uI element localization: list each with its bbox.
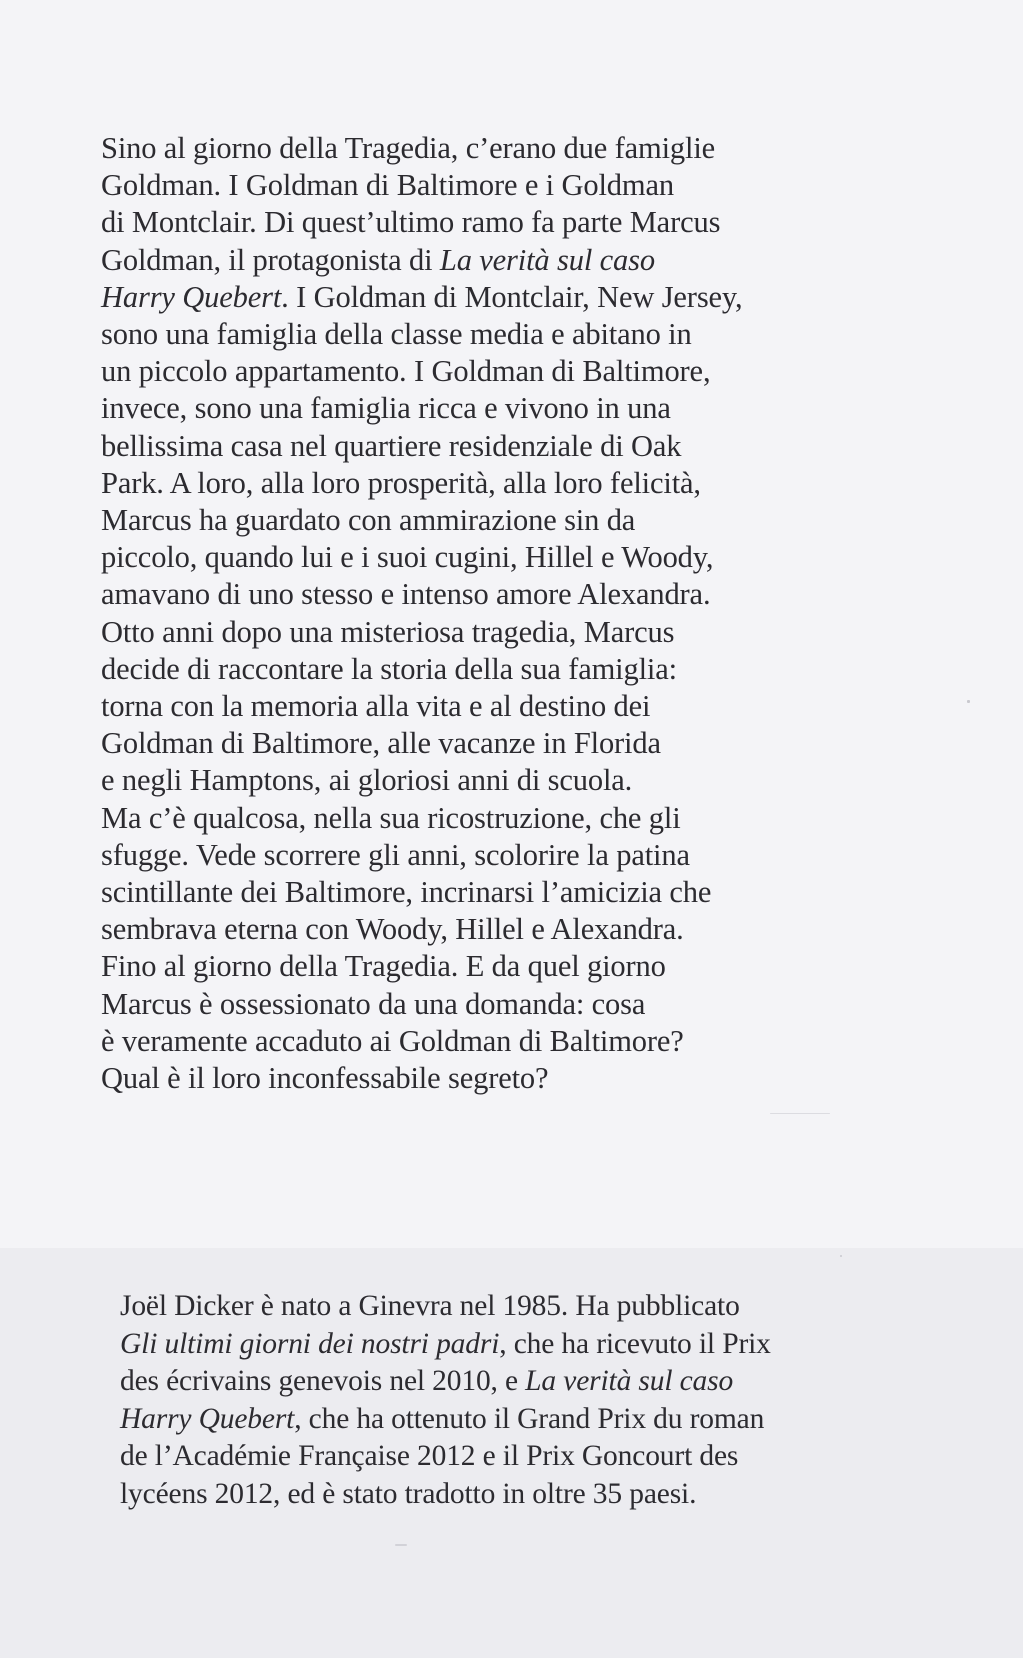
synopsis-line: sono una famiglia della classe media e abitano in [101, 317, 692, 352]
synopsis-line: Marcus ha guardato con ammirazione sin da [101, 503, 636, 538]
author-bio-line: de l’Académie Française 2012 e il Prix Goncourt des [120, 1440, 739, 1472]
synopsis-line: torna con la memoria alla vita e al destino dei [101, 689, 651, 724]
paper-speck [395, 1544, 407, 1546]
synopsis-line: un piccolo appartamento. I Goldman di Baltimore, [101, 354, 711, 389]
synopsis-line: e negli Hamptons, ai gloriosi anni di scuola. [101, 763, 633, 798]
synopsis-line: piccolo, quando lui e i suoi cugini, Hillel e Woody, [101, 540, 714, 575]
synopsis-line: è veramente accaduto ai Goldman di Baltimore? [101, 1023, 684, 1058]
synopsis-line: decide di raccontare la storia della sua famiglia: [101, 651, 677, 686]
synopsis-line: scintillante dei Baltimore, incrinarsi l’amicizia che [101, 875, 712, 910]
synopsis-line: Marcus è ossessionato da una domanda: cosa [101, 986, 646, 1021]
author-bio-line-part: des écrivains genevois nel 2010, e [120, 1365, 526, 1397]
synopsis-line [101, 242, 821, 279]
author-bio-line [120, 1326, 920, 1364]
synopsis-line: sfugge. Vede scorrere gli anni, scolorire la patina [101, 837, 690, 872]
author-bio-line-part: , che ha ricevuto il Prix [499, 1327, 771, 1360]
author-bio-line-part: , che ha ottenuto il Grand Prix du roman [294, 1402, 765, 1435]
synopsis-line: amavano di uno stesso e intenso amore Alexandra. [101, 577, 711, 612]
paper-speck [770, 1113, 830, 1114]
paper-speck [840, 1255, 842, 1257]
author-bio-text [120, 1288, 920, 1513]
author-bio-line [120, 1363, 920, 1401]
synopsis-line: Fino al giorno della Tragedia. E da quel giorno [101, 949, 666, 984]
synopsis-line-part: . I Goldman di Montclair, New Jersey, [281, 279, 743, 314]
synopsis-line: Goldman di Baltimore, alle vacanze in Florida [101, 726, 661, 761]
synopsis-line: Qual è il loro inconfessabile segreto? [101, 1061, 549, 1096]
synopsis-line: sembrava eterna con Woody, Hillel e Alexandra. [101, 912, 684, 947]
synopsis-line: invece, sono una famiglia ricca e vivono in una [101, 391, 671, 426]
paper-speck [967, 700, 970, 703]
synopsis-line: Otto anni dopo una misteriosa tragedia, Marcus [101, 614, 675, 649]
synopsis-line-part: Goldman, il protagonista di [101, 242, 440, 277]
synopsis-line: Ma c’è qualcosa, nella sua ricostruzione, che gli [101, 800, 681, 835]
synopsis-line: Park. A loro, alla loro prosperità, alla loro felicità, [101, 465, 701, 500]
synopsis-line [101, 279, 821, 316]
book-title-italic: La verità sul caso [439, 242, 655, 277]
book-title-italic: Harry Quebert [120, 1402, 295, 1435]
author-bio-line [120, 1401, 920, 1439]
synopsis-line: Goldman. I Goldman di Baltimore e i Goldman [101, 168, 674, 203]
book-title-italic: La verità sul caso [525, 1365, 734, 1397]
author-bio-line: lycéens 2012, ed è stato tradotto in oltre 35 paesi. [120, 1477, 697, 1510]
synopsis-line: Sino al giorno della Tragedia, c’erano due famiglie [101, 131, 716, 165]
book-title-italic: Gli ultimi giorni dei nostri padri [120, 1327, 500, 1360]
synopsis-line: di Montclair. Di quest’ultimo ramo fa parte Marcus [101, 205, 721, 240]
book-title-italic: Harry Quebert [101, 279, 282, 314]
synopsis-text [101, 130, 821, 1097]
synopsis-line: bellissima casa nel quartiere residenziale di Oak [101, 428, 682, 463]
author-bio-line: Joël Dicker è nato a Ginevra nel 1985. Ha pubblicato [120, 1290, 740, 1322]
